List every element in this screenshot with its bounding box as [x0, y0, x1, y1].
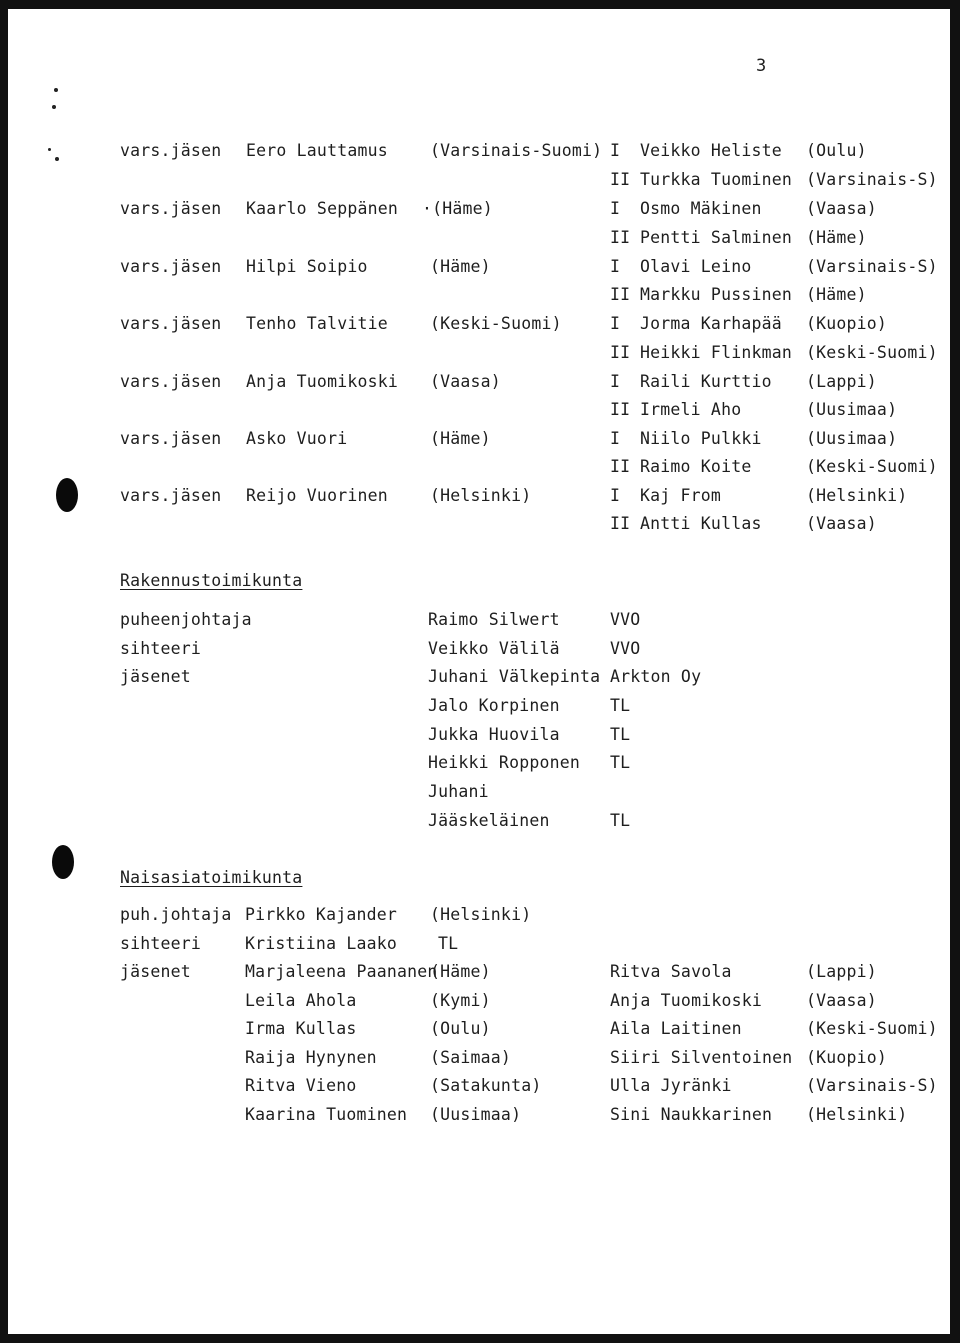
deputy-ordinal: I — [610, 372, 621, 391]
member-role: vars.jäsen — [120, 486, 222, 505]
section-heading: Rakennustoimikunta — [120, 571, 303, 590]
member-name: Ritva Vieno — [245, 1076, 357, 1095]
deputy-name: Jorma Karhapää — [640, 314, 782, 333]
member-name: Raija Hynynen — [245, 1048, 377, 1067]
deputy-ordinal: I — [610, 199, 621, 218]
committee-role: jäsenet — [120, 667, 191, 686]
member-region: (Helsinki) — [806, 1105, 908, 1124]
deputy-name: Raili Kurttio — [640, 372, 772, 391]
member-name: Reijo Vuorinen — [246, 486, 388, 505]
member-name: Ritva Savola — [610, 962, 732, 981]
deputy-name: Olavi Leino — [640, 257, 752, 276]
secretary-name: Kristiina Laako — [245, 934, 398, 953]
chair-name: Pirkko Kajander — [245, 905, 398, 924]
deputy-ordinal: II — [610, 514, 631, 533]
member-name: Eero Lauttamus — [246, 141, 388, 160]
member-name: Siiri Silventoinen — [610, 1048, 793, 1067]
chair-role: puh.johtaja — [120, 905, 232, 924]
deputy-region: (Varsinais-S) — [806, 170, 938, 189]
member-name: Marjaleena Paananen — [245, 962, 438, 981]
committee-role: sihteeri — [120, 639, 202, 658]
deputy-name: Antti Kullas — [640, 514, 762, 533]
member-region: (Häme) — [430, 429, 491, 448]
deputy-ordinal: I — [610, 429, 621, 448]
member-region: ·(Häme) — [422, 199, 493, 218]
deputy-region: (Vaasa) — [806, 199, 877, 218]
punch-hole-bottom — [52, 845, 74, 879]
member-region: (Satakunta) — [430, 1076, 542, 1095]
section-heading: Naisasiatoimikunta — [120, 868, 303, 887]
deputy-region: (Vaasa) — [806, 514, 877, 533]
deputy-name: Niilo Pulkki — [640, 429, 762, 448]
page-number: 3 — [756, 56, 767, 76]
deputy-ordinal: II — [610, 343, 631, 362]
deputy-region: (Häme) — [806, 285, 867, 304]
deputy-region: (Uusimaa) — [806, 429, 898, 448]
member-region: (Häme) — [430, 257, 491, 276]
deputy-region: (Varsinais-S) — [806, 257, 938, 276]
secretary-role: sihteeri — [120, 934, 202, 953]
member-name: Kaarlo Seppänen — [246, 199, 399, 218]
deputy-region: (Uusimaa) — [806, 400, 898, 419]
committee-name: Juhani — [428, 782, 489, 801]
member-region: (Saimaa) — [430, 1048, 512, 1067]
member-name: Hilpi Soipio — [246, 257, 368, 276]
secretary-region: TL — [438, 934, 459, 953]
committee-org: TL — [610, 753, 631, 772]
member-region: (Häme) — [430, 962, 491, 981]
member-name: Leila Ahola — [245, 991, 357, 1010]
member-region: (Varsinais-S) — [806, 1076, 938, 1095]
members-label: jäsenet — [120, 962, 191, 981]
deputy-name: Markku Pussinen — [640, 285, 793, 304]
deputy-ordinal: II — [610, 457, 631, 476]
deputy-name: Veikko Heliste — [640, 141, 782, 160]
member-name: Asko Vuori — [246, 429, 348, 448]
scan-speck — [48, 148, 51, 151]
member-region: (Lappi) — [806, 962, 877, 981]
committee-org: VVO — [610, 610, 641, 629]
member-region: (Vaasa) — [430, 372, 501, 391]
member-role: vars.jäsen — [120, 199, 222, 218]
member-name: Kaarina Tuominen — [245, 1105, 408, 1124]
deputy-ordinal: I — [610, 486, 621, 505]
committee-name: Heikki Ropponen — [428, 753, 581, 772]
member-role: vars.jäsen — [120, 429, 222, 448]
committee-org: Arkton Oy — [610, 667, 702, 686]
member-name: Irma Kullas — [245, 1019, 357, 1038]
chair-region: (Helsinki) — [430, 905, 532, 924]
deputy-name: Raimo Koite — [640, 457, 752, 476]
member-name: Anja Tuomikoski — [246, 372, 399, 391]
deputy-ordinal: II — [610, 228, 631, 247]
member-region: (Kymi) — [430, 991, 491, 1010]
committee-name: Jukka Huovila — [428, 725, 560, 744]
member-region: (Varsinais-Suomi) — [430, 141, 603, 160]
member-name: Sini Naukkarinen — [610, 1105, 773, 1124]
member-name: Tenho Talvitie — [246, 314, 388, 333]
member-region: (Uusimaa) — [430, 1105, 522, 1124]
member-name: Ulla Jyränki — [610, 1076, 732, 1095]
committee-org: VVO — [610, 639, 641, 658]
committee-name: Raimo Silwert — [428, 610, 560, 629]
committee-name: Jalo Korpinen — [428, 696, 560, 715]
deputy-region: (Keski-Suomi) — [806, 343, 938, 362]
deputy-name: Turkka Tuominen — [640, 170, 793, 189]
deputy-name: Osmo Mäkinen — [640, 199, 762, 218]
deputy-name: Kaj From — [640, 486, 722, 505]
deputy-ordinal: II — [610, 170, 631, 189]
member-name: Aila Laitinen — [610, 1019, 742, 1038]
member-role: vars.jäsen — [120, 257, 222, 276]
committee-org: TL — [610, 725, 631, 744]
deputy-name: Pentti Salminen — [640, 228, 793, 247]
deputy-region: (Kuopio) — [806, 314, 888, 333]
committee-name: Juhani Välkepinta — [428, 667, 601, 686]
committee-name: Veikko Välilä — [428, 639, 560, 658]
member-role: vars.jäsen — [120, 372, 222, 391]
committee-org: TL — [610, 811, 631, 830]
member-region: (Vaasa) — [806, 991, 877, 1010]
deputy-name: Irmeli Aho — [640, 400, 742, 419]
committee-name: Jääskeläinen — [428, 811, 550, 830]
deputy-region: (Lappi) — [806, 372, 877, 391]
member-region: (Keski-Suomi) — [430, 314, 562, 333]
member-region: (Kuopio) — [806, 1048, 888, 1067]
member-role: vars.jäsen — [120, 314, 222, 333]
deputy-region: (Oulu) — [806, 141, 867, 160]
deputy-region: (Häme) — [806, 228, 867, 247]
deputy-region: (Helsinki) — [806, 486, 908, 505]
deputy-region: (Keski-Suomi) — [806, 457, 938, 476]
deputy-ordinal: II — [610, 285, 631, 304]
scan-speck — [55, 157, 59, 161]
member-region: (Oulu) — [430, 1019, 491, 1038]
deputy-ordinal: II — [610, 400, 631, 419]
deputy-name: Heikki Flinkman — [640, 343, 793, 362]
scan-speck — [54, 88, 58, 92]
deputy-ordinal: I — [610, 257, 621, 276]
committee-role: puheenjohtaja — [120, 610, 252, 629]
deputy-ordinal: I — [610, 141, 621, 160]
member-region: (Keski-Suomi) — [806, 1019, 938, 1038]
scan-speck — [52, 105, 56, 109]
committee-org: TL — [610, 696, 631, 715]
punch-hole-top — [56, 478, 78, 512]
deputy-ordinal: I — [610, 314, 621, 333]
member-name: Anja Tuomikoski — [610, 991, 763, 1010]
member-role: vars.jäsen — [120, 141, 222, 160]
member-region: (Helsinki) — [430, 486, 532, 505]
